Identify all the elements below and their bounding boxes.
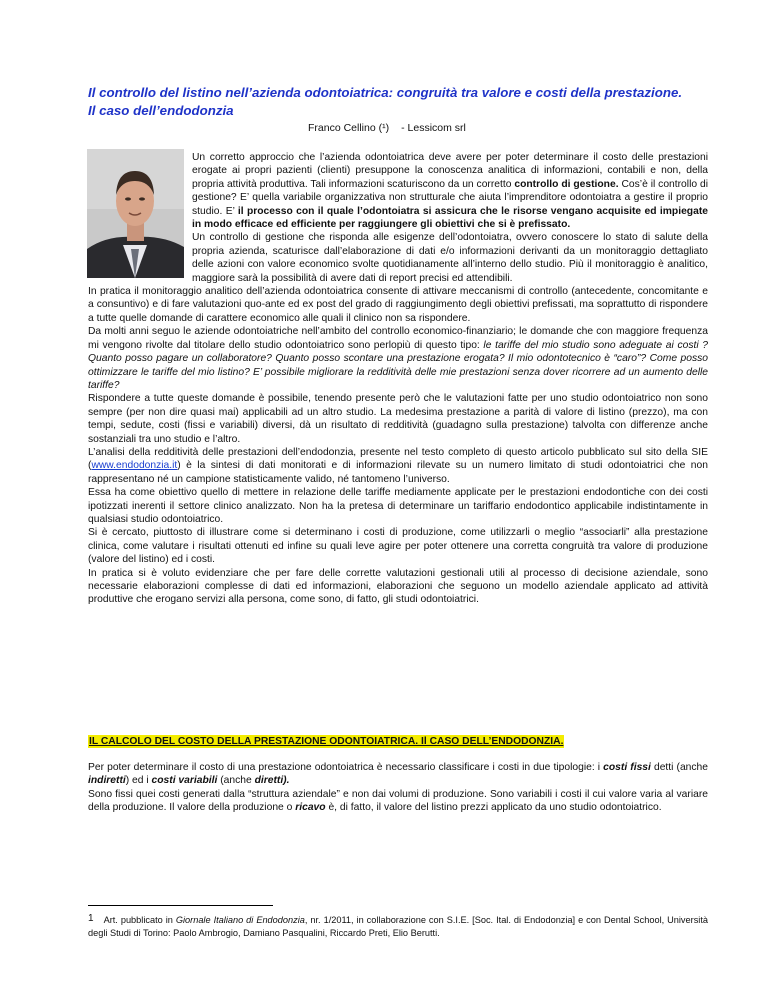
sec-p1-text-d: (anche — [217, 775, 255, 787]
intro-p1-bold-b: il processo con il quale l’odontoiatra si assicura che le risorse vengano acquisite ed impiegate in modo efficace ed efficiente per raggiungere gli obiettivi che si è prefissato. — [192, 205, 708, 231]
term-ricavo: ricavo — [295, 802, 326, 814]
term-diretti: diretti). — [254, 775, 290, 787]
author-line — [308, 122, 466, 134]
term-costi-variabili: costi variabili — [151, 775, 218, 787]
intro-p1-bold-a: controllo di gestione. — [514, 178, 619, 190]
intro-paragraph-8: Si è cercato, piuttosto di illustrare come si determinano i costi di produzione, come utilizzarli o meglio “associarli” alla prestazione clinica, come valutare i risultati ottenuti ed infine su quali leve agire per poter ottenere una corretta congruità tra valore di produzione (valore del listino) ed i costi. — [88, 527, 708, 566]
author-company: - Lessicom srl — [401, 122, 466, 134]
intro-paragraph-5: Rispondere a tutte queste domande è possibile, tenendo presente però che le valutazioni fatte per uno studio odontoiatrico non sono sempre (per non dire quasi mai) applicabili ad un altro studio. La medesima prestazione a parità di valore di listino (prezzo), ma con tempi, sedute, costi (fissi e variabili) diversi, dà un risultato di redditività (guadagno sulla prestazione) talvolta con differenze anche sostanziali tra uno studio e l’altro. — [88, 393, 708, 445]
intro-p6-text-b: ) è la sintesi di dati monitorati e di informazioni rilevate su un numero limitato di studi odontoiatrici che non rappresentano né un campione statisticamente valido, né tantomeno l’universo. — [88, 460, 708, 485]
author-name: Franco Cellino (¹) — [308, 122, 390, 134]
article-title — [88, 84, 708, 120]
sec-p1-text-c: ) ed i — [125, 775, 152, 787]
sec-p2-text-b: è, di fatto, il valore del listino prezzi applicato da uno studio odontoiatrico. — [325, 802, 662, 814]
intro-p1-text-b: Cos’è il controllo di gestione? E’ quella variabile organizzativa non strutturale che aiuta l’imprenditore odontoiatra a gestire il proprio studio. E’ — [192, 178, 709, 217]
footnote-text-b: , nr. 1/2011, in collaborazione con S.I.E. [Soc. Ital. di Endodonzia] e con Dental School, Università degli Studi di Torino: Paolo Ambrogio, Damiano Pasqualini, Riccardo Preti, Elio Berutti. — [88, 915, 708, 938]
intro-p4-questions: le tariffe del mio studio sono adeguate ai costi ? Quanto posso pagare un collaboratore? Quanto posso scontare una prestazione erogata? Il mio odontotecnico è “caro”? Come posso ottimizzare le tariffe del mio listino? E’ possibile migliorare la redditività delle mie prestazioni senza dover ricorrere ad un aumento delle tariffe? — [88, 339, 708, 391]
term-costi-fissi: costi fissi — [603, 762, 651, 773]
section-paragraph-1 — [88, 761, 708, 788]
term-indiretti: indiretti — [88, 775, 126, 787]
intro-paragraph-3: In pratica il monitoraggio analitico dell’azienda odontoiatrica consente di attivare meccanismi di controllo (antecedente, concomitante e a consuntivo) e di fare valutazioni quo-ante ed ex post del grado di raggiungimento degli obiettivi prefissati, ma soprattutto di rispondere a tutte quelle domande di carattere economico alle quali il clinico non sa rispondere. — [88, 286, 708, 324]
section-body — [88, 761, 708, 815]
section-paragraph-2 — [88, 788, 708, 815]
intro-p6-text-a: L’analisi della redditività delle prestazioni dell’endodonzia, presente nel testo completo di questo articolo pubblicato sul sito della SIE ( — [88, 446, 708, 472]
footnote-text-a: Art. pubblicato in — [103, 915, 176, 925]
footnote-divider — [88, 905, 273, 906]
title-line-2: Il caso dell’endodonzia — [88, 103, 234, 118]
intro-paragraph-2: Un controllo di gestione che risponda alle esigenze dell’odontoiatra, ovvero conoscere lo stato di salute della propria azienda, scaturisce dall’elaborazione di dati e/o informazioni derivanti da un monitoraggio dettagliato delle azioni con valore economico svolte quotidianamente all’interno dello studio. Più il monitoraggio è analitico, maggiore sarà la possibilità di avere dati di report precisi ed attendibili. — [192, 232, 708, 284]
intro-paragraph-7: Essa ha come obiettivo quello di mettere in relazione delle tariffe mediamente applicate per le prestazioni endodontiche con dei costi ipotizzati inerenti il settore clinico analizzato. Non ha la pretesa di determinare un tariffario endodontico applicabile indistintamente in qualsiasi studio odontoiatrico. — [88, 487, 708, 525]
footnote-journal: Giornale Italiano di Endodonzia — [175, 915, 305, 925]
footnote-marker: 1 — [88, 913, 94, 924]
sec-p2-text-a: Sono fissi quei costi generati dalla “struttura aziendale” e non dai volumi di produzione. Sono variabili i costi il cui valore varia al variare della produzione. Il valore della produzione o — [88, 788, 708, 814]
intro-paragraph-4 — [88, 325, 708, 392]
footnote — [88, 914, 708, 940]
sec-p1-text-a: Per poter determinare il costo di una prestazione odontoiatrica è necessario classificare i costi in due tipologie: i — [88, 762, 604, 773]
intro-paragraph-9: In pratica si è voluto evidenziare che per fare delle corrette valutazioni gestionali utili al processo di decisione aziendale, sono necessarie elaborazioni complesse di dati ed informazioni, elaborazioni che seguono un modello aziendale applicato ad attività produttive che erogano servizi alla persona, come sono, di fatto, gli studi odontoiatrici. — [88, 567, 708, 606]
intro-p4-text: Da molti anni seguo le aziende odontoiatriche nell’ambito del controllo economico-finanziario; le domande che con maggiore frequenza mi vengono rivolte dal titolare dello studio odontoiatrico sono perlopiù di questo tipo: — [88, 326, 708, 351]
article-body — [88, 151, 708, 607]
sec-p1-text-b: detti (anche — [650, 762, 709, 773]
intro-p1-text-a: Un corretto approccio che l’azienda odontoiatrica deve avere per poter determinare il costo delle prestazioni erogate ai propri pazienti (clienti) presuppone la conoscenza analitica di informazioni, contabili e non, della propria attività produttiva. Tali informazioni scaturiscono da un corretto — [192, 152, 708, 190]
intro-paragraph-6 — [88, 446, 708, 486]
section-heading: IL CALCOLO DEL COSTO DELLA PRESTAZIONE ODONTOIATRICA. Il CASO DELL’ENDODONZIA. — [89, 736, 564, 747]
title-line-1: Il controllo del listino nell’azienda odontoiatrica: congruità tra valore e costi della prestazione. — [88, 85, 683, 100]
endodonzia-link[interactable]: www.endodonzia.it — [91, 460, 178, 472]
